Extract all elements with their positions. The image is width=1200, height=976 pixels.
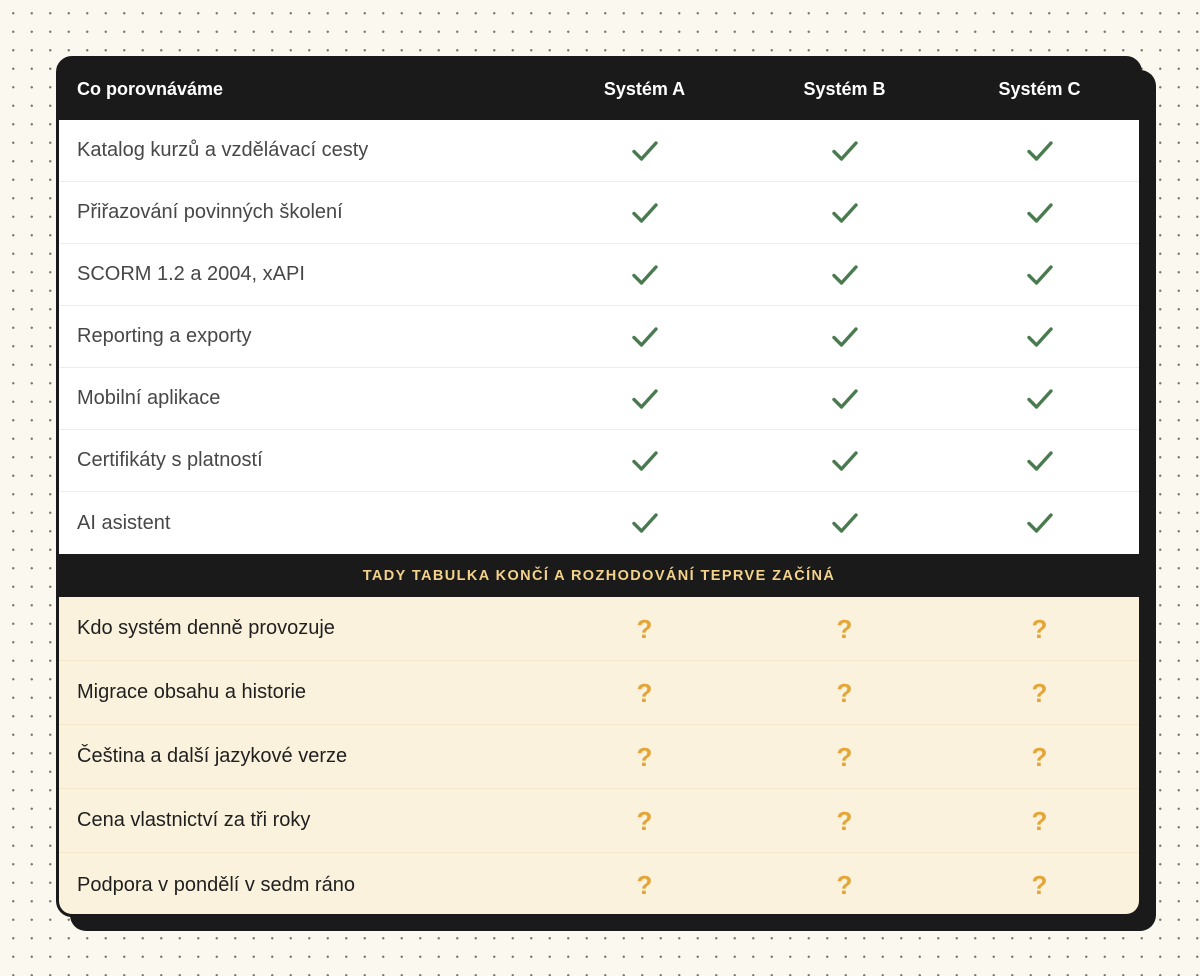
check-icon <box>942 326 1137 348</box>
question-mark <box>942 613 1137 644</box>
table-row <box>59 244 1139 306</box>
check-icon <box>942 264 1137 286</box>
table-header <box>59 59 1139 120</box>
question-mark-text: ? <box>636 805 653 836</box>
decision-rows <box>59 597 1139 917</box>
question-mark <box>747 872 942 898</box>
row-label: Cena vlastnictví za tři roky <box>77 809 311 831</box>
table-row <box>59 368 1139 430</box>
question-mark <box>747 613 942 644</box>
section-divider: TADY TABULKA KONČÍ A ROZHODOVÁNÍ TEPRVE ZAČÍNÁ <box>362 567 836 584</box>
check-icon <box>747 326 942 348</box>
table-row <box>59 182 1139 244</box>
check-icon <box>547 202 742 224</box>
question-mark <box>747 805 942 836</box>
check-icon <box>747 140 942 162</box>
row-label: Přiřazování povinných školení <box>77 201 343 223</box>
question-mark-text: ? <box>836 613 853 644</box>
question-mark-text: ? <box>636 613 653 644</box>
check-icon <box>747 264 942 286</box>
row-label: Mobilní aplikace <box>77 387 221 409</box>
question-mark-text: ? <box>836 741 853 772</box>
header-system-a: Systém A <box>603 79 686 99</box>
question-mark-text: ? <box>836 805 853 836</box>
table-row <box>59 661 1139 725</box>
row-label: SCORM 1.2 a 2004, xAPI <box>77 263 305 285</box>
question-mark <box>547 741 742 772</box>
row-label: Migrace obsahu a historie <box>77 681 307 703</box>
question-mark-text: ? <box>636 870 653 900</box>
header-system-b: Systém B <box>803 79 886 99</box>
question-mark-text: ? <box>1031 870 1048 900</box>
check-icon <box>747 450 942 472</box>
question-mark <box>747 677 942 708</box>
check-icon <box>547 326 742 348</box>
question-mark <box>942 872 1137 898</box>
row-label: Reporting a exporty <box>77 325 252 347</box>
row-label: Katalog kurzů a vzdělávací cesty <box>77 139 369 161</box>
comparison-table <box>56 56 1142 917</box>
check-icon <box>942 202 1137 224</box>
table-row <box>59 853 1139 917</box>
question-mark-text: ? <box>1031 677 1048 708</box>
check-icon <box>747 202 942 224</box>
question-mark <box>547 677 742 708</box>
header-system-c: Systém C <box>998 79 1081 99</box>
check-icon <box>547 450 742 472</box>
question-mark-text: ? <box>1031 741 1048 772</box>
check-icon <box>747 512 942 534</box>
table-row <box>59 120 1139 182</box>
row-label: AI asistent <box>77 511 171 534</box>
question-mark-text: ? <box>1031 613 1048 644</box>
question-mark <box>547 805 742 836</box>
question-mark-text: ? <box>836 870 853 900</box>
check-icon <box>942 512 1137 534</box>
question-mark <box>942 741 1137 772</box>
table-row <box>59 789 1139 853</box>
check-icon <box>942 140 1137 162</box>
check-icon <box>942 388 1137 410</box>
row-label: Podpora v pondělí v sedm ráno <box>77 873 355 896</box>
table-row <box>59 597 1139 661</box>
check-icon <box>747 388 942 410</box>
row-label: Certifikáty s platností <box>77 449 263 471</box>
question-mark-text: ? <box>836 677 853 708</box>
header-criteria: Co porovnáváme <box>77 79 224 99</box>
question-mark-text: ? <box>1031 805 1048 836</box>
question-mark <box>747 741 942 772</box>
check-icon <box>547 512 742 534</box>
row-label: Kdo systém denně provozuje <box>77 617 335 639</box>
question-mark <box>942 677 1137 708</box>
question-mark <box>547 613 742 644</box>
question-mark <box>942 805 1137 836</box>
feature-rows <box>59 120 1139 554</box>
check-icon <box>547 140 742 162</box>
check-icon <box>942 450 1137 472</box>
check-icon <box>547 264 742 286</box>
question-mark <box>547 872 742 898</box>
table-row <box>59 306 1139 368</box>
table-row <box>59 492 1139 554</box>
question-mark-text: ? <box>636 741 653 772</box>
row-label: Čeština a další jazykové verze <box>77 745 348 767</box>
question-mark-text: ? <box>636 677 653 708</box>
table-row <box>59 430 1139 492</box>
table-row <box>59 725 1139 789</box>
check-icon <box>547 388 742 410</box>
